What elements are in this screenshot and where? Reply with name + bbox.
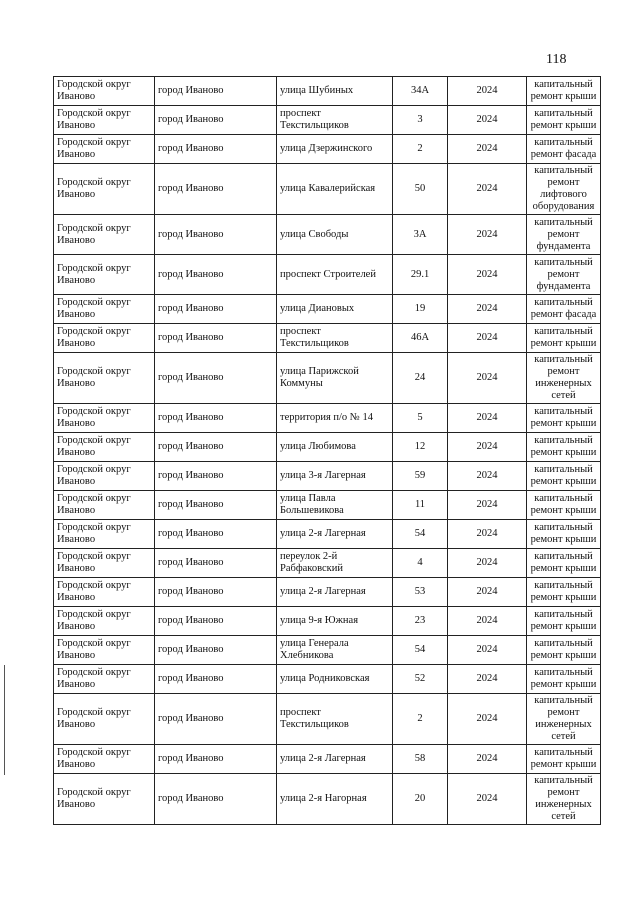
year-cell: 2024 [448, 353, 527, 404]
year-cell: 2024 [448, 433, 527, 462]
work-type-cell: капитальный ремонт крыши [527, 106, 601, 135]
house-number-cell: 2 [393, 694, 448, 745]
table-row [54, 462, 601, 491]
table-row [54, 135, 601, 164]
house-number-cell: 20 [393, 774, 448, 825]
street-cell: проспект Текстильщиков [277, 694, 393, 745]
work-type-cell: капитальный ремонт инженерных сетей [527, 694, 601, 745]
district-cell: Городской округ Иваново [54, 462, 155, 491]
city-cell: город Иваново [155, 462, 277, 491]
city-cell: город Иваново [155, 353, 277, 404]
street-cell: улица Парижской Коммуны [277, 353, 393, 404]
year-cell: 2024 [448, 295, 527, 324]
house-number-cell: 23 [393, 607, 448, 636]
district-cell: Городской округ Иваново [54, 745, 155, 774]
district-cell: Городской округ Иваново [54, 578, 155, 607]
year-cell: 2024 [448, 404, 527, 433]
city-cell: город Иваново [155, 745, 277, 774]
district-cell: Городской округ Иваново [54, 491, 155, 520]
house-number-cell: 3 [393, 106, 448, 135]
district-cell: Городской округ Иваново [54, 255, 155, 295]
district-cell: Городской округ Иваново [54, 404, 155, 433]
table-row [54, 549, 601, 578]
year-cell: 2024 [448, 665, 527, 694]
year-cell: 2024 [448, 578, 527, 607]
work-type-cell: капитальный ремонт фундамента [527, 215, 601, 255]
street-cell: улица 2-я Нагорная [277, 774, 393, 825]
city-cell: город Иваново [155, 295, 277, 324]
house-number-cell: 24 [393, 353, 448, 404]
work-type-cell: капитальный ремонт крыши [527, 77, 601, 106]
city-cell: город Иваново [155, 578, 277, 607]
house-number-cell: 29.1 [393, 255, 448, 295]
street-cell: улица Павла Большевикова [277, 491, 393, 520]
street-cell: улица 2-я Лагерная [277, 745, 393, 774]
street-cell: улица 2-я Лагерная [277, 578, 393, 607]
district-cell: Городской округ Иваново [54, 135, 155, 164]
street-cell: проспект Текстильщиков [277, 106, 393, 135]
street-cell: улица Генерала Хлебникова [277, 636, 393, 665]
year-cell: 2024 [448, 324, 527, 353]
house-number-cell: 59 [393, 462, 448, 491]
year-cell: 2024 [448, 135, 527, 164]
work-type-cell: капитальный ремонт крыши [527, 462, 601, 491]
house-number-cell: 5 [393, 404, 448, 433]
city-cell: город Иваново [155, 433, 277, 462]
work-type-cell: капитальный ремонт крыши [527, 520, 601, 549]
work-type-cell: капитальный ремонт фундамента [527, 255, 601, 295]
district-cell: Городской округ Иваново [54, 324, 155, 353]
district-cell: Городской округ Иваново [54, 774, 155, 825]
street-cell: территория п/о № 14 [277, 404, 393, 433]
street-cell: улица Свободы [277, 215, 393, 255]
work-type-cell: капитальный ремонт инженерных сетей [527, 353, 601, 404]
year-cell: 2024 [448, 491, 527, 520]
street-cell: улица 3-я Лагерная [277, 462, 393, 491]
work-type-cell: капитальный ремонт крыши [527, 636, 601, 665]
work-type-cell: капитальный ремонт фасада [527, 135, 601, 164]
district-cell: Городской округ Иваново [54, 694, 155, 745]
street-cell: улица 2-я Лагерная [277, 520, 393, 549]
house-number-cell: 53 [393, 578, 448, 607]
district-cell: Городской округ Иваново [54, 665, 155, 694]
table-row [54, 433, 601, 462]
district-cell: Городской округ Иваново [54, 295, 155, 324]
table-row [54, 404, 601, 433]
house-number-cell: 12 [393, 433, 448, 462]
street-cell: проспект Строителей [277, 255, 393, 295]
district-cell: Городской округ Иваново [54, 520, 155, 549]
page-number: 118 [546, 52, 567, 67]
house-number-cell: 2 [393, 135, 448, 164]
year-cell: 2024 [448, 745, 527, 774]
repair-schedule-table [53, 76, 601, 825]
work-type-cell: капитальный ремонт крыши [527, 607, 601, 636]
street-cell: улица 9-я Южная [277, 607, 393, 636]
city-cell: город Иваново [155, 135, 277, 164]
city-cell: город Иваново [155, 636, 277, 665]
year-cell: 2024 [448, 164, 527, 215]
year-cell: 2024 [448, 77, 527, 106]
district-cell: Городской округ Иваново [54, 607, 155, 636]
district-cell: Городской округ Иваново [54, 353, 155, 404]
year-cell: 2024 [448, 520, 527, 549]
street-cell: улица Родниковская [277, 665, 393, 694]
table-body [54, 77, 601, 825]
table-row [54, 774, 601, 825]
city-cell: город Иваново [155, 404, 277, 433]
house-number-cell: 58 [393, 745, 448, 774]
margin-mark [4, 665, 5, 775]
city-cell: город Иваново [155, 774, 277, 825]
work-type-cell: капитальный ремонт лифтового оборудования [527, 164, 601, 215]
street-cell: улица Шубиных [277, 77, 393, 106]
district-cell: Городской округ Иваново [54, 549, 155, 578]
house-number-cell: 52 [393, 665, 448, 694]
house-number-cell: 34А [393, 77, 448, 106]
city-cell: город Иваново [155, 607, 277, 636]
city-cell: город Иваново [155, 255, 277, 295]
city-cell: город Иваново [155, 215, 277, 255]
house-number-cell: 50 [393, 164, 448, 215]
year-cell: 2024 [448, 694, 527, 745]
work-type-cell: капитальный ремонт крыши [527, 745, 601, 774]
city-cell: город Иваново [155, 324, 277, 353]
work-type-cell: капитальный ремонт крыши [527, 491, 601, 520]
table-row [54, 77, 601, 106]
house-number-cell: 54 [393, 520, 448, 549]
district-cell: Городской округ Иваново [54, 164, 155, 215]
district-cell: Городской округ Иваново [54, 636, 155, 665]
street-cell: улица Любимова [277, 433, 393, 462]
district-cell: Городской округ Иваново [54, 215, 155, 255]
table-row [54, 745, 601, 774]
house-number-cell: 4 [393, 549, 448, 578]
city-cell: город Иваново [155, 694, 277, 745]
year-cell: 2024 [448, 636, 527, 665]
district-cell: Городской округ Иваново [54, 433, 155, 462]
table-row [54, 636, 601, 665]
year-cell: 2024 [448, 106, 527, 135]
district-cell: Городской округ Иваново [54, 77, 155, 106]
table-row [54, 324, 601, 353]
house-number-cell: 19 [393, 295, 448, 324]
street-cell: улица Дзержинского [277, 135, 393, 164]
year-cell: 2024 [448, 462, 527, 491]
city-cell: город Иваново [155, 665, 277, 694]
city-cell: город Иваново [155, 164, 277, 215]
house-number-cell: 46А [393, 324, 448, 353]
table-row [54, 578, 601, 607]
work-type-cell: капитальный ремонт крыши [527, 404, 601, 433]
table-row [54, 665, 601, 694]
year-cell: 2024 [448, 607, 527, 636]
work-type-cell: капитальный ремонт крыши [527, 578, 601, 607]
table-row [54, 694, 601, 745]
house-number-cell: 54 [393, 636, 448, 665]
table-row [54, 295, 601, 324]
street-cell: проспект Текстильщиков [277, 324, 393, 353]
work-type-cell: капитальный ремонт инженерных сетей [527, 774, 601, 825]
city-cell: город Иваново [155, 106, 277, 135]
street-cell: переулок 2-й Рабфаковский [277, 549, 393, 578]
work-type-cell: капитальный ремонт крыши [527, 549, 601, 578]
table-row [54, 215, 601, 255]
street-cell: улица Кавалерийская [277, 164, 393, 215]
house-number-cell: 11 [393, 491, 448, 520]
year-cell: 2024 [448, 774, 527, 825]
house-number-cell: 3А [393, 215, 448, 255]
street-cell: улица Диановых [277, 295, 393, 324]
table-row [54, 520, 601, 549]
work-type-cell: капитальный ремонт крыши [527, 665, 601, 694]
city-cell: город Иваново [155, 520, 277, 549]
work-type-cell: капитальный ремонт фасада [527, 295, 601, 324]
city-cell: город Иваново [155, 491, 277, 520]
city-cell: город Иваново [155, 77, 277, 106]
district-cell: Городской округ Иваново [54, 106, 155, 135]
table-row [54, 164, 601, 215]
year-cell: 2024 [448, 549, 527, 578]
table-row [54, 607, 601, 636]
work-type-cell: капитальный ремонт крыши [527, 324, 601, 353]
table-row [54, 353, 601, 404]
year-cell: 2024 [448, 255, 527, 295]
table-row [54, 106, 601, 135]
city-cell: город Иваново [155, 549, 277, 578]
year-cell: 2024 [448, 215, 527, 255]
table-row [54, 491, 601, 520]
table-row [54, 255, 601, 295]
work-type-cell: капитальный ремонт крыши [527, 433, 601, 462]
